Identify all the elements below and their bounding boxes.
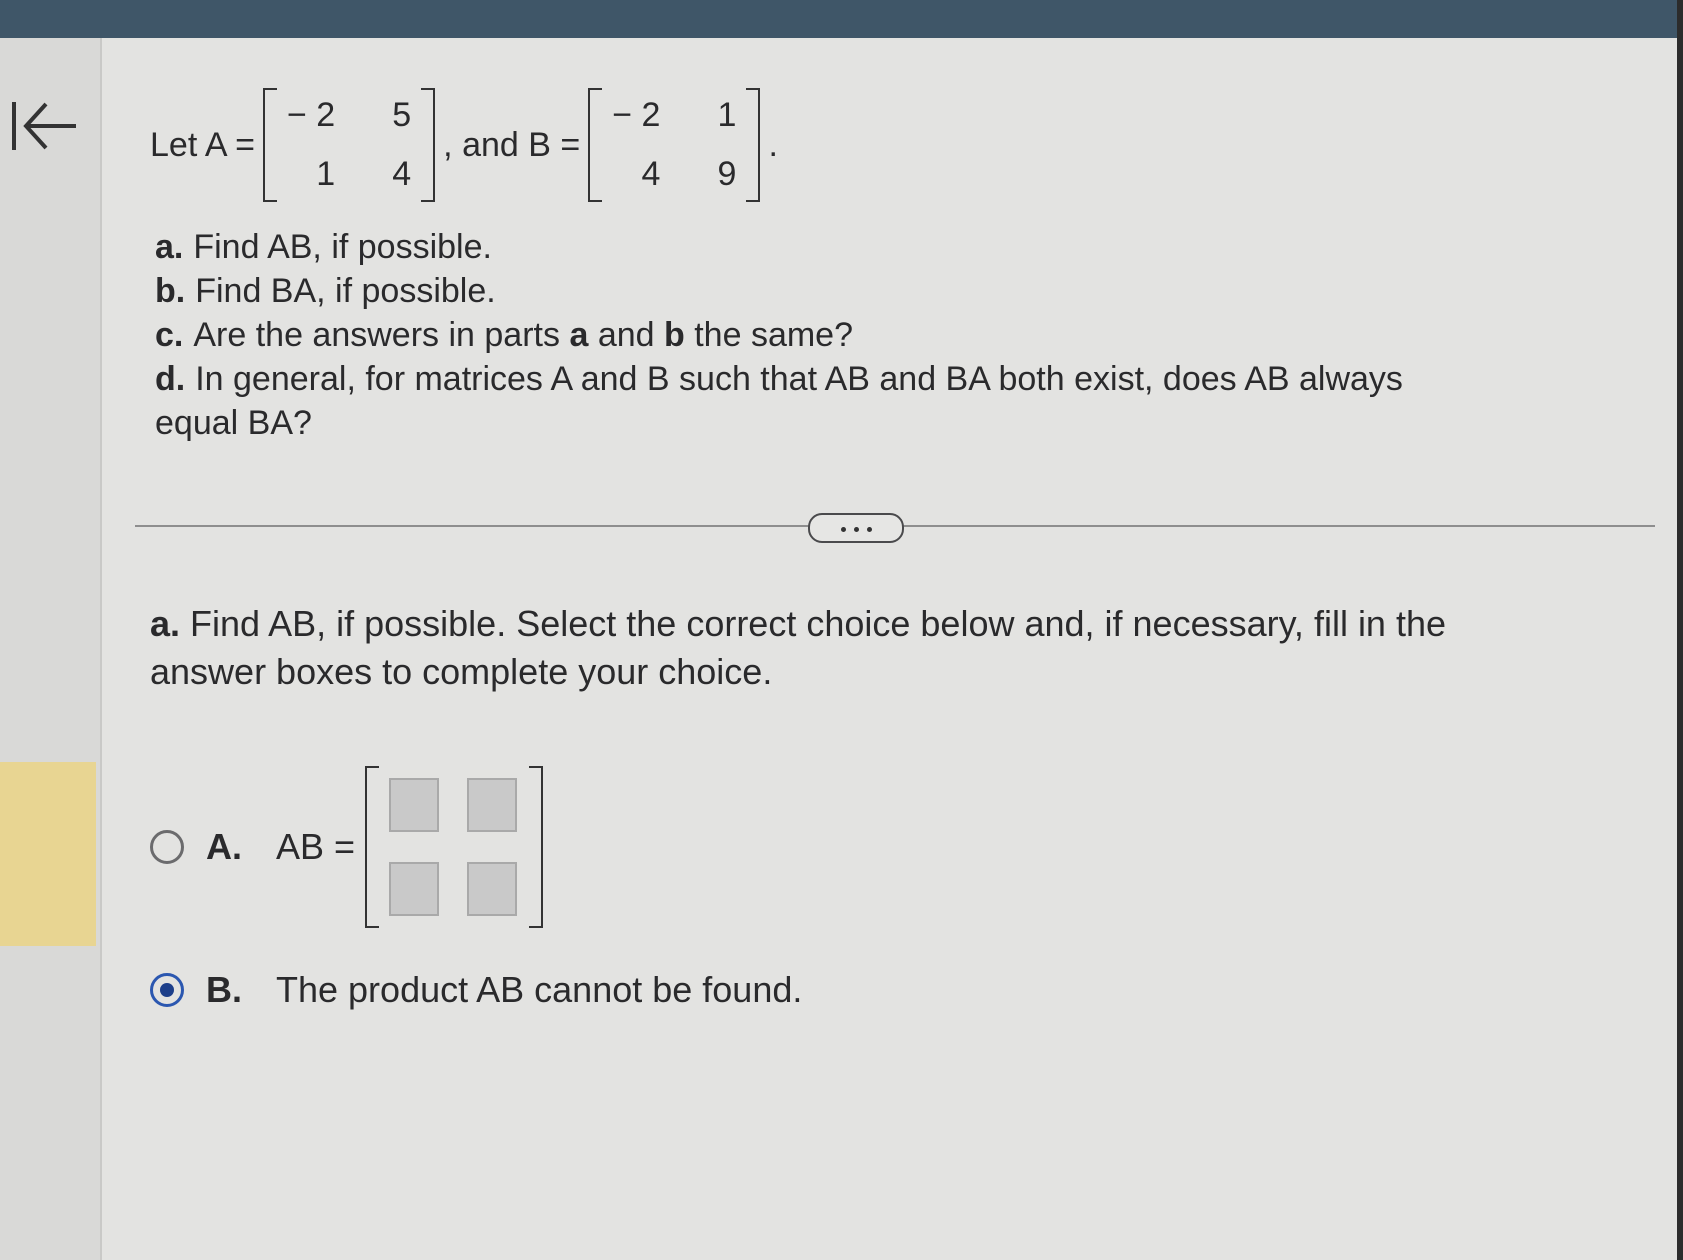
part-d-text: In general, for matrices A and B such that AB and BA both exist, does AB always [195,360,1403,398]
matrix-b-cell: 1 [717,96,737,134]
question-text: Find AB, if possible. Select the correct choice below and, if necessary, fill in the answer boxes to complete your choice. [150,603,1447,692]
answer-matrix [365,766,543,928]
expand-button[interactable] [808,513,904,543]
part-c-label: c. [155,316,184,354]
answer-box-2-1[interactable] [389,862,439,916]
part-c-text-1: Are the answers in parts [193,316,560,354]
choice-a-letter: A. [206,826,242,867]
part-a [155,225,1555,269]
prompt-period: . [768,125,778,164]
left-rail [0,38,102,1260]
part-c-bold-a: a [569,316,589,354]
ellipsis-icon [837,519,876,537]
part-c-bold-b: b [664,316,685,354]
choice-b-letter: B. [206,969,242,1010]
part-d-text-cont: equal BA? [155,404,312,442]
problem-parts [155,225,1555,445]
matrix-a-cell: 1 [316,155,336,193]
top-bar [0,0,1683,38]
answer-box-1-1[interactable] [389,778,439,832]
part-c-text-2: and [597,316,655,354]
and-b-text: , and B = [443,125,581,164]
question-a [150,600,1570,696]
let-a-text: Let A = [150,125,255,164]
answer-box-2-2[interactable] [467,862,517,916]
choice-b-radio[interactable] [150,973,184,1007]
matrix-a-cell: − 2 [286,96,336,134]
part-b-text: Find BA, if possible. [195,272,496,310]
part-a-label: a. [155,228,184,266]
part-d [155,357,1555,401]
part-d-label: d. [155,360,186,398]
choice-a-lhs: AB = [276,826,356,867]
part-b-label: b. [155,272,186,310]
matrix-a [263,88,435,202]
back-to-start-icon[interactable] [6,96,78,156]
choice-a-radio[interactable] [150,830,184,864]
rail-highlight [0,762,96,946]
part-a-text: Find AB, if possible. [193,228,492,266]
screen-edge [1677,0,1683,1260]
matrix-b [588,88,760,202]
matrix-b-cell: 4 [641,155,661,193]
choice-b[interactable] [150,960,802,1020]
part-c [155,313,1555,357]
answer-box-1-2[interactable] [467,778,517,832]
choice-a[interactable] [150,762,543,932]
question-label: a. [150,603,181,644]
matrix-a-cell: 4 [392,155,412,193]
matrix-b-cell: − 2 [612,96,661,134]
problem-prompt [150,70,778,220]
part-d-continuation [155,401,1555,445]
part-b [155,269,1555,313]
matrix-b-cell: 9 [717,155,737,193]
matrix-a-cell: 5 [392,96,412,134]
part-c-text-3: the same? [694,316,853,354]
choice-b-text: The product AB cannot be found. [276,969,803,1010]
